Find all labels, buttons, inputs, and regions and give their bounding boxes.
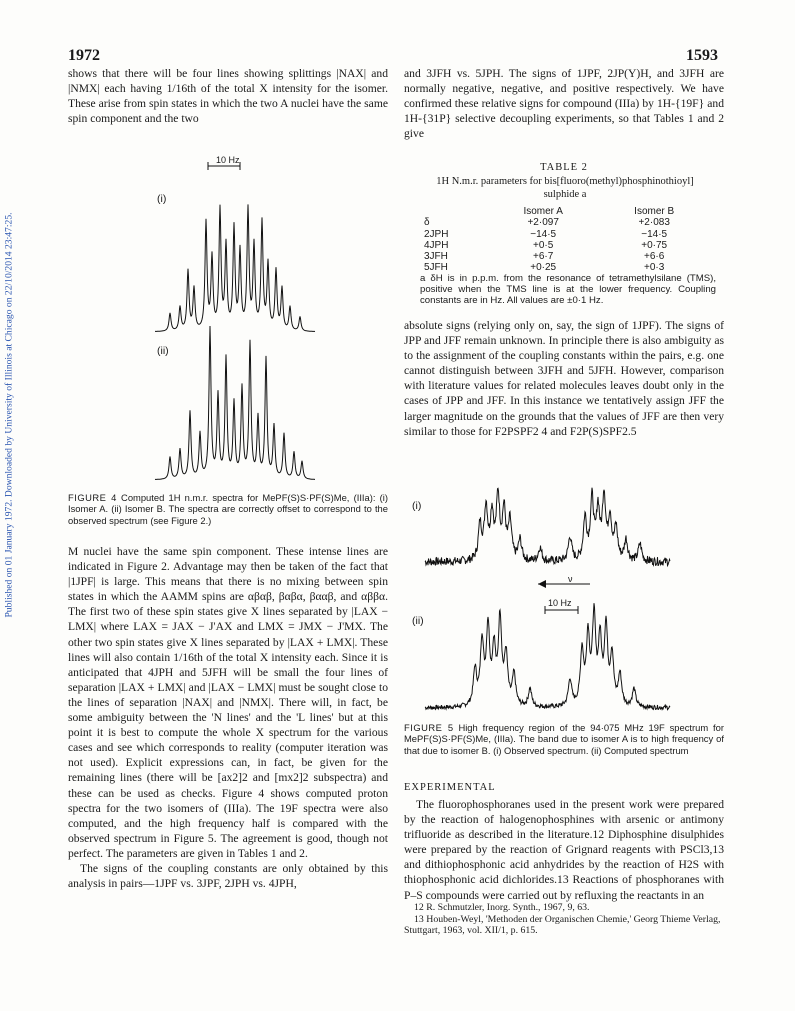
table-2-value-b: +2·083 (638, 217, 670, 229)
table-row (420, 229, 710, 240)
figure-5-spectrum-i (425, 488, 670, 566)
left-top-paragraph-text: shows that there will be four lines showing splittings |NAX| and |NMX| each having 1/16th of the total X intensity for the isomer. These arise from spin states in which the two A nuclei have the same spin component and the two (68, 67, 388, 126)
table-2-param: 3JFH (424, 251, 448, 263)
table-2-param: 5JFH (424, 262, 448, 274)
table-2-title: TABLE 2 (540, 162, 588, 173)
table-2 (420, 206, 710, 274)
table-2-value-a: −14·5 (530, 228, 557, 240)
right-page-number: 1593 (686, 47, 718, 64)
references (404, 902, 724, 937)
table-row (420, 217, 710, 228)
reference-12: 12 R. Schmutzler, Inorg. Synth., 1967, 9, 63. (414, 902, 590, 913)
table-row (420, 251, 710, 262)
left-page-number: 1972 (68, 47, 100, 64)
table-2-value-b: +0·75 (641, 239, 668, 251)
table-2-value-b: +0·3 (644, 262, 665, 274)
table-row (420, 240, 710, 251)
right-mid-paragraph-text: absolute signs (relying only on, say, the sign of 1JPF). The signs of JPP and JFF remain unknown. In principle there is also ambiguity as to the assignment of the coupling constants within the pairs, e.g. one cannot distinguish between 3JFH and 5JFH. However, comparison with literature values for related molecules leaves doubt only in the cases of JPP and JFF. In this instance we tentatively assign JFF the larger magnitude on the grounds that the values of JFF are then very similar to those for F2PSPF2 4 and F2P(S)SPF2.5 (404, 319, 724, 438)
table-2-param: δ (424, 217, 430, 229)
table-2-footnote: a δH is in p.p.m. from the resonance of tetramethylsilane (TMS), positive when the TMS line is at the lower frequency. Coupling constants are in Hz. All values are ±0·1 Hz. (420, 273, 716, 306)
left-top-paragraph (68, 66, 388, 126)
right-mid-paragraph (404, 318, 724, 439)
table-2-col-a: Isomer A (523, 206, 563, 217)
reference-13: 13 Houben-Weyl, 'Methoden der Organischen Chemie,' Georg Thieme Verlag, Stuttgart, 1963, vol. XII/1, p. 615. (404, 913, 721, 937)
figure-4-caption-label: FIGURE 4 (68, 492, 117, 503)
left-body-paragraph-1: M nuclei have the same spin component. These intense lines are indicated in Figure 2. Advantage may then be taken of the fact that |1JPF| is large. This means that there is no mixing between spin states in which the AAMM spins are αβαβ, βαβα, βααβ, and αββα. The first two of these spin states give X lines separated by |LAX − LMX| where LAX = JAX − J'AX and LMX = JMX − J'MX. The other two spin states give X lines separated by |LAX + LMX|. These lines will also contain 1/16th of the total X intensity each. Since it is anticipated that 4JPH and 5JFH will be small the four lines of separation |LAX + LMX| and |LAX − LMX| must be sought close to the lines of separation |NAX| and |NMX|. There will, in fact, be some ambiguity between the 'N lines' and the 'L lines' but at this point it is best to compute the whole X spectrum for the various cases and see which corresponds to reality (computer iteration was not used). Explicit expressions can, in fact, be given for the remaining lines (there will be [ax2]2 and [mx2]2 subspectra) and these can be used as checks. Figure 4 shows computed proton spectra for the two isomers of (IIIa). The 19F spectra were also computed, and the high frequency half is compared with the observed spectrum in Figure 5. The agreement is good, though not perfect. The parameters are given in Tables 1 and 2. (68, 545, 388, 860)
figure-5-caption-text: High frequency region of the 94·075 MHz 19F spectrum for MePF(S)S·PF(S)Me, (IIIa). The band due to isomer A is to high frequency of that due to isomer B. (i) Observed spectrum. (ii) Computed spectrum (404, 722, 724, 756)
figure-5-label-ii: (ii) (412, 615, 424, 627)
left-body-paragraph-2: The signs of the coupling constants are only obtained by this analysis in pairs—1JPF vs. 3JPF, 2JPH vs. 4JPH, (68, 861, 388, 891)
figure-4-label-ii: (ii) (157, 345, 169, 357)
figure-4-spectrum-i (155, 204, 315, 331)
table-2-value-a: +2·097 (527, 217, 559, 229)
experimental-text: The fluorophosphoranes used in the present work were prepared by the reaction of halogenophosphines with arsenic or antimony trifluoride as described in the literature.12 Diphosphine disulphides were prepared by the reaction of Grignard reagents with PSCl3,13 and dithiophosphonic acid anhydrides by the reaction of H2S with thiophosphonic acid dichlorides.13 Reactions of phosphoranes with P–S compounds were carried out by refluxing the reactants in an (404, 798, 724, 902)
figure-5-scale-label: 10 Hz (548, 598, 572, 608)
figure-5-spectra (420, 470, 720, 720)
table-2-param: 4JPH (424, 239, 449, 251)
table-2-value-b: −14·5 (641, 228, 668, 240)
figure-4-caption (68, 492, 388, 526)
figure-5-caption (404, 722, 724, 756)
download-watermark (2, 170, 16, 660)
figure-4-spectrum-ii (155, 326, 315, 480)
figure-5-caption-label: FIGURE 5 (404, 722, 454, 733)
table-2-header-row (420, 206, 710, 217)
right-top-paragraph-text: and 3JFH vs. 5JPH. The signs of 1JPF, 2JP(Y)H, and 3JFH are normally negative, negative, and positive respectively. We have confirmed these relative signs for compound (IIIa) by 1H-{19F} and 1H-{31P} selective decoupling experiments, so that Tables 1 and 2 give (404, 67, 724, 141)
experimental-heading: EXPERIMENTAL (404, 782, 496, 793)
table-2-value-b: +6·6 (644, 251, 665, 263)
table-2-caption: 1H N.m.r. parameters for bis[fluoro(methyl)phosphinothioyl] sulphide a (436, 176, 694, 200)
figure-4-scale-label: 10 Hz (216, 155, 240, 165)
table-2-value-a: +6·7 (533, 251, 554, 263)
download-watermark-text: Published on 01 January 1972. Downloaded by University of Illinois at Chicago on 22/10/2014 23:47:25. (3, 212, 15, 618)
figure-5-label-i: (i) (412, 500, 422, 512)
table-2-value-a: +0·5 (533, 239, 554, 251)
figure-4-spectra (150, 150, 390, 490)
experimental-paragraph (404, 797, 724, 903)
right-top-paragraph (404, 66, 724, 141)
table-2-col-b: Isomer B (634, 206, 675, 217)
table-2-value-a: +0·25 (530, 262, 557, 274)
table-2-param: 2JPH (424, 228, 449, 240)
figure-5-nu-label: ν (568, 574, 573, 584)
left-body-text (68, 544, 388, 891)
figure-4-caption-text: Computed 1H n.m.r. spectra for MePF(S)S·PF(S)Me, (IIIa): (i) Isomer A. (ii) Isomer B. The spectra are correctly offset to correspond to the observed spectrum (see Figure 2.) (68, 492, 388, 526)
figure-5-spectrum-ii (425, 603, 670, 710)
figure-4-label-i: (i) (157, 193, 167, 205)
